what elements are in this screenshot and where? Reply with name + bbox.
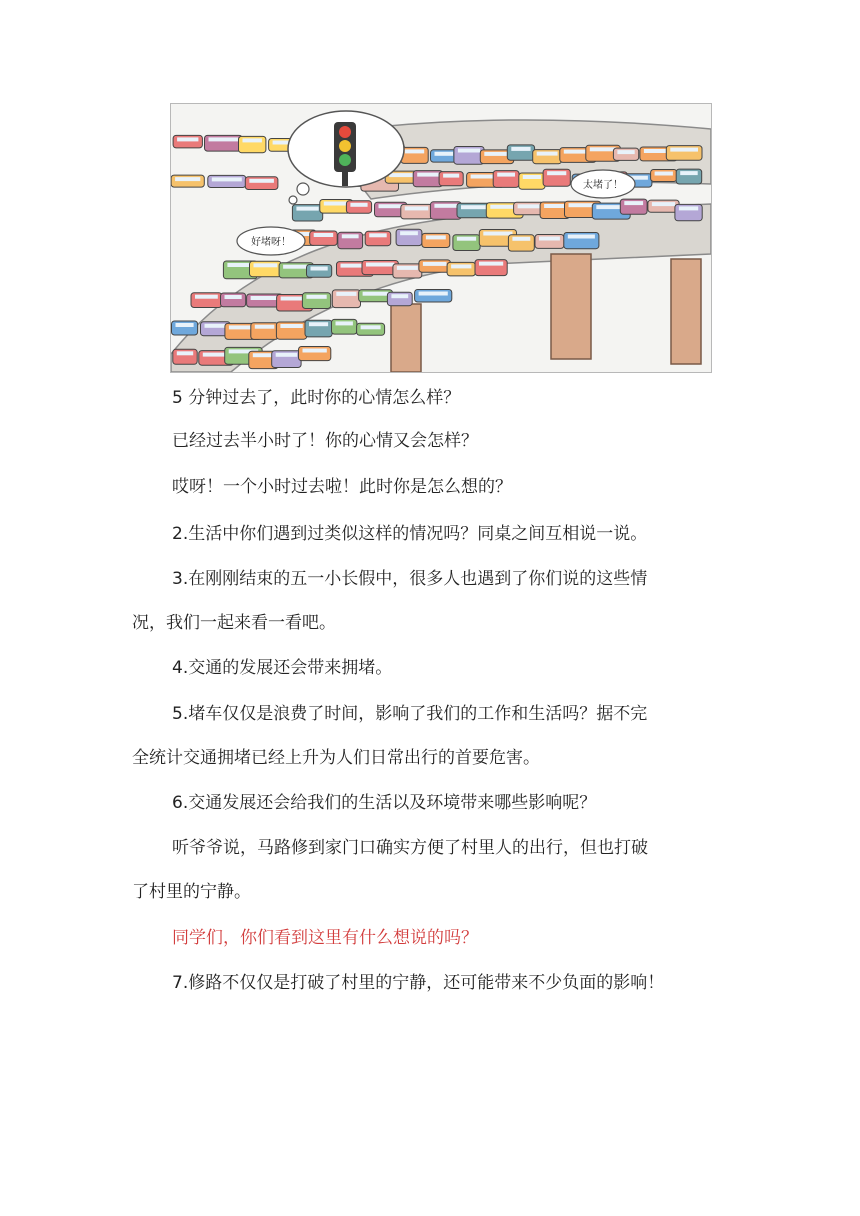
car-window <box>426 235 446 239</box>
car-window <box>311 267 328 271</box>
car-window <box>296 207 318 211</box>
paragraph-item-5-line-1: 5.堵车仅仅是浪费了时间，影响了我们的工作和生活吗？据不完 <box>172 704 648 724</box>
paragraph-grandpa-line-1: 听爷爷说，马路修到家门口确实方便了村里人的出行，但也打破 <box>172 838 648 858</box>
car-window <box>479 262 503 266</box>
car-window <box>680 171 698 175</box>
car-window <box>361 325 381 329</box>
car-window <box>309 322 328 326</box>
paragraph-item-3-line-1: 3.在刚刚结束的五一小长假中，很多人也遇到了你们说的这些情 <box>172 569 648 589</box>
car-icon <box>415 290 452 303</box>
car-window <box>544 204 566 208</box>
car-window <box>243 138 262 142</box>
car-window <box>336 321 353 325</box>
car-window <box>670 148 698 152</box>
car-window <box>342 234 359 238</box>
car-window <box>209 137 239 141</box>
car-window <box>547 171 566 175</box>
car-window <box>283 265 309 269</box>
car-window <box>225 295 242 299</box>
car-window <box>652 202 675 206</box>
car-window <box>366 263 394 267</box>
car-window <box>369 233 387 237</box>
car-window <box>205 324 227 328</box>
car-window <box>273 141 290 145</box>
car-window <box>523 175 541 179</box>
car-window <box>590 147 617 151</box>
car-window <box>314 233 334 237</box>
paragraph-item-5-line-2: 全统计交通拥堵已经上升为人们日常出行的首要危害。 <box>132 748 540 768</box>
speech-bubble-right <box>571 170 635 198</box>
car-window <box>419 292 448 296</box>
car-window <box>679 206 698 210</box>
car-window <box>175 177 200 181</box>
car-window <box>457 237 476 241</box>
paragraph-half-hour: 已经过去半小时了！你的心情又会怎样？ <box>172 431 478 451</box>
car-window <box>539 237 560 241</box>
car-window <box>461 205 489 209</box>
paragraph-grandpa-line-2: 了村里的宁静。 <box>132 882 251 902</box>
car-window <box>176 323 194 327</box>
car-window <box>435 152 454 156</box>
car-window <box>350 203 367 207</box>
car-window <box>434 204 457 208</box>
paragraph-item-4: 4.交通的发展还会带来拥堵。 <box>172 658 393 678</box>
car-window <box>624 201 643 205</box>
car-window <box>254 263 278 267</box>
car-icon <box>171 175 204 187</box>
car-window <box>306 295 326 299</box>
car-window <box>251 296 279 300</box>
car-window <box>363 292 389 296</box>
car-window <box>443 174 459 178</box>
car-icon <box>419 260 451 272</box>
car-window <box>497 173 515 177</box>
car-window <box>484 152 509 156</box>
car-window <box>405 149 424 153</box>
car-window <box>617 150 634 154</box>
car-icon <box>431 150 458 162</box>
paragraph-item-7: 7.修路不仅仅是打破了村里的宁静，还可能带来不少负面的影响！ <box>172 973 665 993</box>
paragraph-item-6: 6.交通发展还会给我们的生活以及环境带来哪些影响呢？ <box>172 793 597 813</box>
car-icon <box>173 135 202 148</box>
car-icon <box>307 265 332 278</box>
car-window <box>451 264 471 268</box>
paragraph-5-minutes: 5 分钟过去了，此时你的心情怎么样？ <box>172 388 461 408</box>
speech-bubble-right-text: 太堵了！ <box>583 180 623 191</box>
car-window <box>568 235 595 239</box>
car-icon <box>346 201 371 213</box>
car-icon <box>208 175 246 187</box>
car-window <box>280 324 302 328</box>
car-window <box>389 173 413 177</box>
car-window <box>417 173 439 177</box>
paragraph-question-highlight: 同学们，你们看到这里有什么想说的吗？ <box>172 928 478 948</box>
car-window <box>177 351 193 355</box>
car-window <box>423 262 447 266</box>
car-window <box>518 204 540 208</box>
paragraph-one-hour: 哎呀！一个小时过去啦！此时你是怎么想的？ <box>172 477 512 497</box>
car-window <box>255 325 274 329</box>
car-window <box>253 353 274 357</box>
car-window <box>400 231 418 235</box>
car-icon <box>245 177 278 190</box>
car-window <box>397 266 418 270</box>
car-window <box>195 295 218 299</box>
car-window <box>324 202 349 206</box>
paragraph-item-2: 2.生活中你们遇到过类似这样的情况吗？同桌之间互相说一说。 <box>172 524 648 544</box>
car-window <box>655 172 673 176</box>
car-window <box>303 349 327 353</box>
car-window <box>511 147 530 151</box>
traffic-jam-illustration <box>170 103 712 373</box>
car-window <box>405 206 428 210</box>
speech-bubble-left-text: 好堵呀！ <box>251 237 291 248</box>
car-window <box>458 149 480 153</box>
car-window <box>336 292 356 296</box>
paragraph-item-3-line-2: 况，我们一起来看一看吧。 <box>132 613 336 633</box>
car-window <box>177 137 198 141</box>
car-icon <box>613 148 638 160</box>
car-window <box>379 204 403 208</box>
car-window <box>249 179 274 183</box>
speech-bubble-left <box>237 227 305 255</box>
car-window <box>483 232 512 236</box>
car-icon <box>514 202 544 215</box>
car-window <box>276 353 297 357</box>
car-window <box>512 237 530 241</box>
car-window <box>391 294 408 298</box>
car-window <box>537 152 558 156</box>
car-window <box>212 177 242 181</box>
